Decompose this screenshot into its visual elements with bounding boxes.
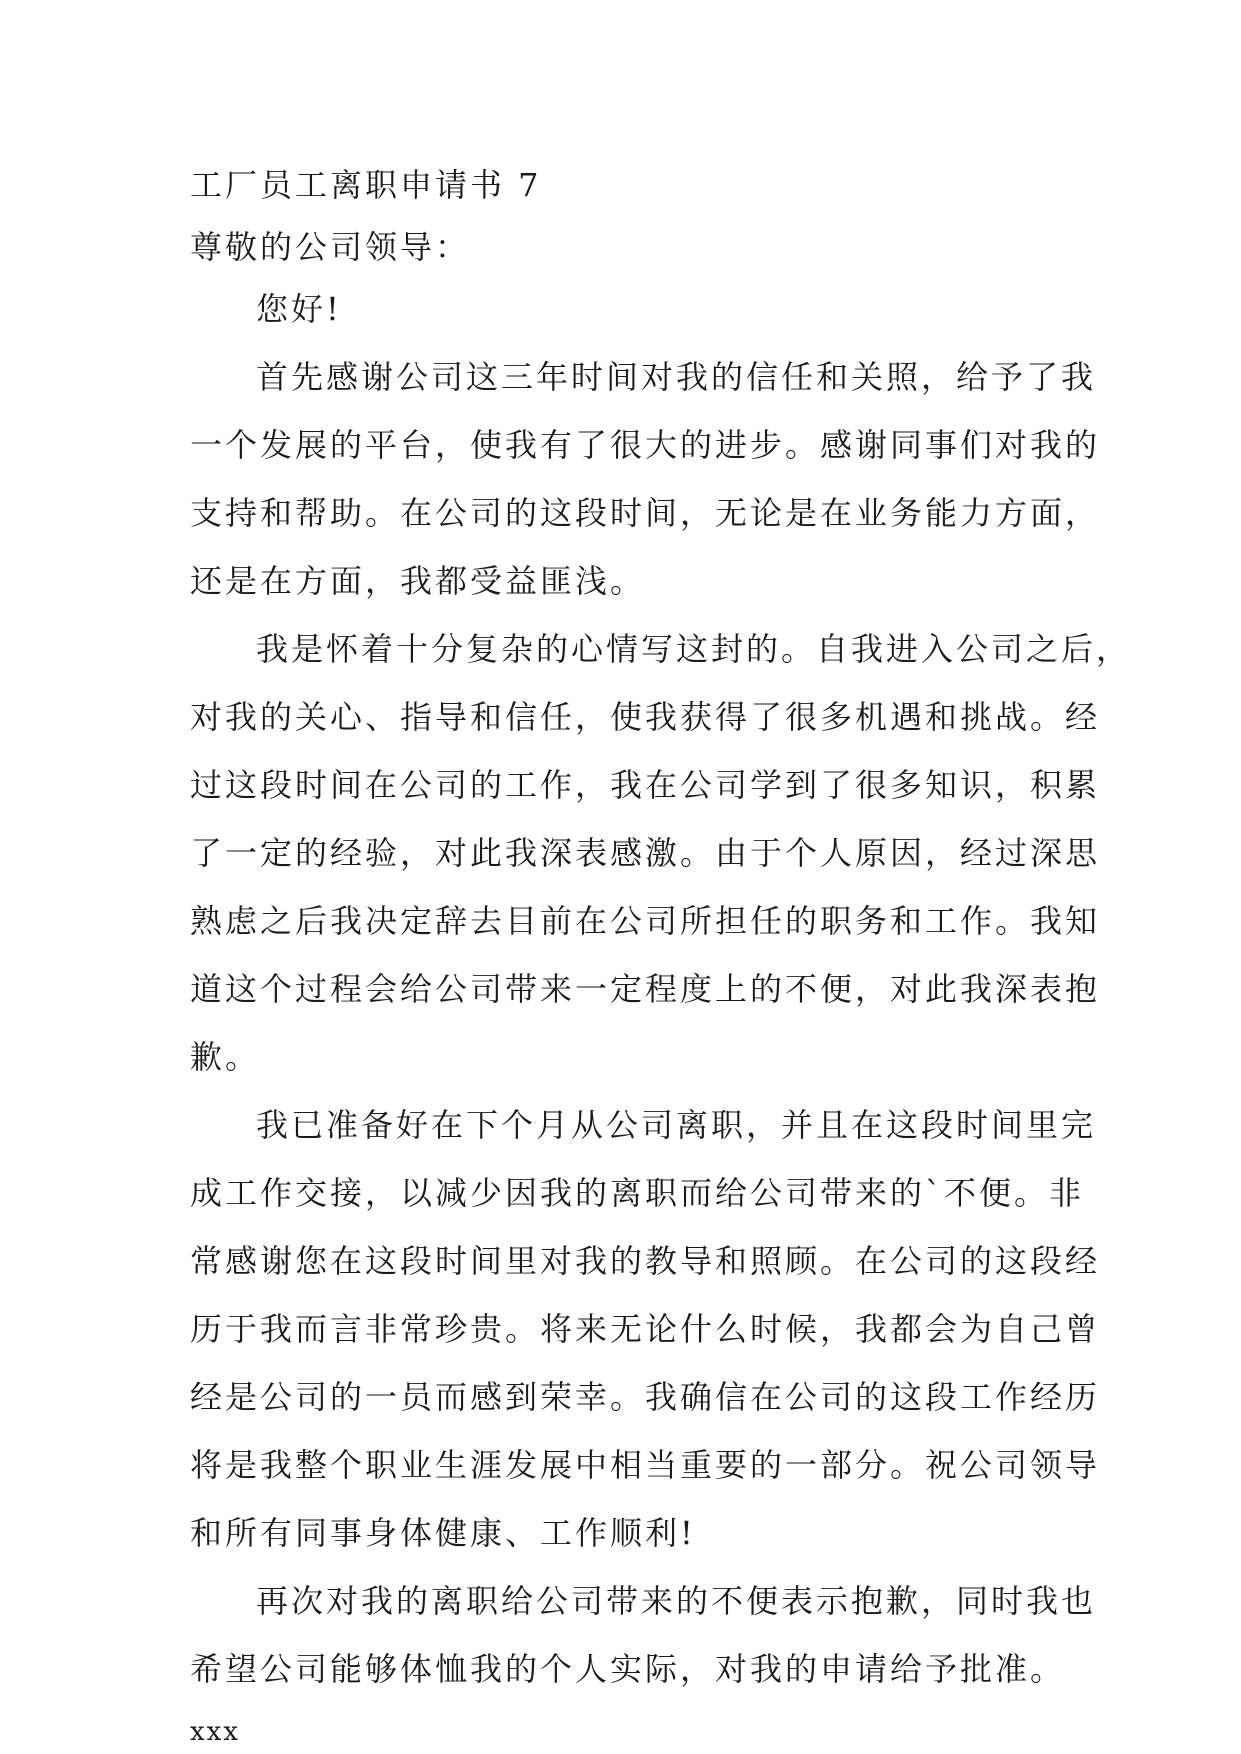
body-line: 过这段时间在公司的工作，我在公司学到了很多知识，积累 (190, 766, 1101, 804)
body-line: 将是我整个职业生涯发展中相当重要的一部分。祝公司领导 (190, 1446, 1101, 1484)
body-line: 一个发展的平台，使我有了很大的进步。感谢同事们对我的 (190, 426, 1101, 464)
body-line: 我是怀着十分复杂的心情写这封的。自我进入公司之后， (256, 630, 1132, 668)
body-line: 了一定的经验，对此我深表感激。由于个人原因，经过深思 (190, 834, 1101, 872)
body-line: 再次对我的离职给公司带来的不便表示抱歉，同时我也 (256, 1582, 1097, 1620)
signature: xxx (190, 1717, 240, 1747)
body-line: 对我的关心、指导和信任，使我获得了很多机遇和挑战。经 (190, 698, 1101, 736)
salutation: 尊敬的公司领导： (190, 228, 471, 266)
body-line: 常感谢您在这段时间里对我的教导和照顾。在公司的这段经 (190, 1242, 1101, 1280)
greeting: 您好! (256, 290, 342, 328)
body-line: 历于我而言非常珍贵。将来无论什么时候，我都会为自己曾 (190, 1310, 1101, 1348)
document-title: 工厂员工离职申请书 7 (190, 166, 542, 204)
body-line: 还是在方面，我都受益匪浅。 (190, 562, 646, 600)
body-line: 歉。 (190, 1038, 261, 1076)
body-line: 道这个过程会给公司带来一定程度上的不便，对此我深表抱 (190, 970, 1101, 1008)
body-line: 希望公司能够体恤我的个人实际，对我的申请给予批准。 (190, 1650, 1066, 1688)
body-line: 我已准备好在下个月从公司离职，并且在这段时间里完 (256, 1106, 1097, 1144)
body-line: 和所有同事身体健康、工作顺利! (190, 1514, 696, 1552)
body-line: 熟虑之后我决定辞去目前在公司所担任的职务和工作。我知 (190, 902, 1101, 940)
body-line: 支持和帮助。在公司的这段时间，无论是在业务能力方面， (190, 494, 1101, 532)
body-line: 首先感谢公司这三年时间对我的信任和关照，给予了我 (256, 358, 1097, 396)
body-line: 成工作交接，以减少因我的离职而给公司带来的`不便。非 (190, 1174, 1085, 1212)
body-line: 经是公司的一员而感到荣幸。我确信在公司的这段工作经历 (190, 1378, 1101, 1416)
